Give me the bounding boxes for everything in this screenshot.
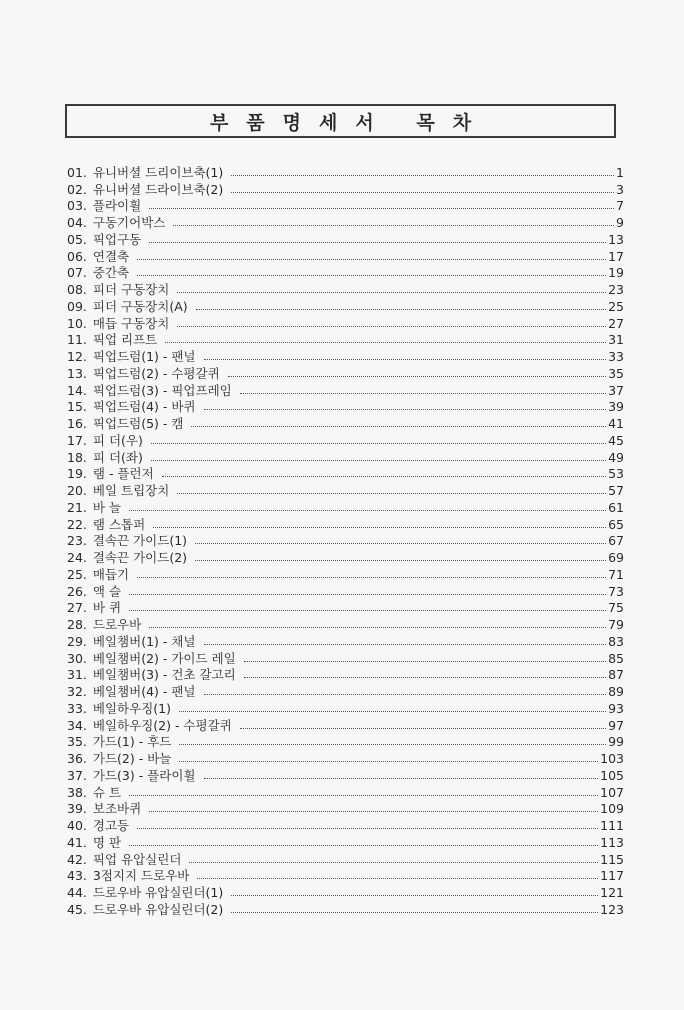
dot-leader (204, 777, 599, 779)
toc-entry[interactable] (67, 164, 624, 181)
toc-entry-number: 09. (67, 298, 87, 314)
toc-entry[interactable] (67, 399, 624, 416)
toc-entry-number: 36. (67, 751, 87, 766)
toc-entry-number: 03. (67, 198, 87, 214)
toc-entry-label: 3점지지 드로우바 (92, 868, 190, 884)
toc-entry-page: 25 (608, 298, 624, 314)
toc-entry[interactable] (67, 683, 624, 700)
dot-leader (228, 375, 606, 377)
toc-entry[interactable] (67, 901, 624, 918)
toc-entry-label: 베일챔버(1) - 채널 (92, 633, 196, 649)
toc-entry-label: 픽업드럼(2) - 수평갈퀴 (92, 365, 220, 381)
toc-entry-page: 31 (608, 332, 624, 348)
toc-entry[interactable] (67, 198, 624, 215)
dot-leader (244, 660, 606, 662)
toc-entry-label: 픽업구동 (92, 231, 142, 247)
toc-entry-number: 17. (67, 432, 87, 448)
toc-entry-number: 35. (67, 734, 87, 750)
toc-entry-number: 45. (67, 901, 87, 917)
toc-entry-label: 베일 트립장치 (92, 483, 170, 498)
toc-entry-number: 42. (67, 851, 87, 867)
toc-entry-label: 픽업드럼(3) - 픽업프레임 (92, 382, 232, 398)
toc-entry-label: 램 - 플런저 (92, 466, 154, 482)
toc-entry[interactable] (67, 298, 624, 315)
toc-entry-number: 02. (67, 181, 87, 197)
dot-leader (149, 241, 606, 243)
toc-entry-number: 28. (67, 617, 87, 632)
toc-entry-label: 가드(1) - 후드 (92, 734, 172, 750)
toc-entry-number: 16. (67, 416, 87, 431)
toc-entry-number: 39. (67, 801, 87, 817)
toc-entry-page: 1 (616, 164, 624, 180)
toc-entry-number: 04. (67, 215, 87, 230)
toc-entry[interactable] (67, 449, 624, 466)
toc-entry[interactable] (67, 566, 624, 583)
toc-entry[interactable] (67, 600, 624, 617)
toc-entry[interactable] (67, 868, 624, 885)
toc-entry-page: 107 (600, 784, 624, 800)
toc-entry-number: 10. (67, 315, 87, 331)
toc-entry-page: 85 (608, 650, 624, 666)
toc-entry-number: 27. (67, 600, 87, 616)
toc-entry-label: 베일챔버(3) - 건초 갈고리 (92, 667, 236, 683)
toc-entry-page: 73 (608, 583, 624, 599)
dot-leader (137, 827, 598, 829)
toc-entry-page: 7 (616, 198, 624, 214)
toc-entry-label: 연결축 (92, 248, 130, 264)
toc-entry-label: 유니버셜 드라이브축(2) (92, 181, 224, 197)
toc-entry-page: 121 (600, 885, 624, 900)
dot-leader (173, 224, 614, 226)
dot-leader (177, 291, 606, 293)
toc-entry-number: 25. (67, 566, 87, 582)
toc-entry-page: 65 (608, 516, 624, 532)
dot-leader (231, 174, 614, 176)
toc-entry-page: 111 (600, 818, 624, 833)
dot-leader (137, 274, 606, 276)
toc-entry-page: 27 (608, 315, 624, 331)
toc-entry-label: 결속끈 가이드(2) (92, 550, 188, 565)
toc-entry-label: 램 스톱퍼 (92, 516, 146, 532)
toc-entry[interactable] (67, 801, 624, 818)
toc-entry[interactable] (67, 851, 624, 868)
toc-entry-label: 픽업드럼(5) - 캠 (92, 416, 184, 431)
toc-entry-number: 32. (67, 684, 87, 699)
toc-entry-number: 05. (67, 231, 87, 247)
toc-entry-number: 30. (67, 650, 87, 666)
toc-entry[interactable] (67, 616, 624, 633)
dot-leader (204, 358, 607, 360)
toc-entry-label: 플라이휠 (92, 198, 142, 214)
toc-entry-number: 24. (67, 550, 87, 565)
toc-entry-label: 픽업드럼(4) - 바퀴 (92, 399, 196, 415)
dot-leader (149, 626, 606, 628)
dot-leader (177, 325, 606, 327)
toc-entry[interactable] (67, 415, 624, 432)
toc-entry[interactable] (67, 767, 624, 784)
toc-entry-label: 매듭기 (92, 566, 130, 582)
toc-entry[interactable] (67, 315, 624, 332)
dot-leader (191, 425, 606, 427)
toc-entry[interactable] (67, 734, 624, 751)
toc-entry-page: 41 (608, 416, 624, 431)
toc-entry-page: 69 (608, 550, 624, 565)
dot-leader (137, 258, 606, 260)
toc-entry[interactable] (67, 633, 624, 650)
toc-entry[interactable] (67, 231, 624, 248)
toc-entry-page: 9 (616, 215, 624, 230)
dot-leader (137, 576, 606, 578)
toc-entry-page: 103 (600, 751, 624, 766)
toc-entry-page: 87 (608, 667, 624, 683)
dot-leader (162, 475, 606, 477)
toc-entry-number: 20. (67, 483, 87, 498)
toc-entry-number: 15. (67, 399, 87, 415)
toc-entry-label: 중간축 (92, 265, 130, 281)
toc-entry[interactable] (67, 750, 624, 767)
toc-entry[interactable] (67, 281, 624, 298)
toc-entry[interactable] (67, 382, 624, 399)
dot-leader (177, 492, 606, 494)
toc-entry-label: 구동기어박스 (92, 215, 166, 230)
toc-entry-number: 37. (67, 767, 87, 783)
toc-entry-number: 38. (67, 784, 87, 800)
toc-entry[interactable] (67, 432, 624, 449)
toc-entry[interactable] (67, 700, 624, 717)
dot-leader (240, 392, 606, 394)
toc-entry[interactable] (67, 784, 624, 801)
toc-entry-label: 베일하우징(2) - 수평갈퀴 (92, 717, 232, 733)
dot-leader (149, 207, 614, 209)
toc-entry[interactable] (67, 817, 624, 834)
toc-entry-label: 베일챔버(4) - 팬널 (92, 684, 196, 699)
toc-entry-page: 83 (608, 633, 624, 649)
dot-leader (197, 877, 598, 879)
toc-entry-page: 39 (608, 399, 624, 415)
dot-leader (195, 542, 606, 544)
dot-leader (204, 643, 607, 645)
dot-leader (165, 341, 606, 343)
dot-leader (189, 861, 598, 863)
toc-entry-page: 123 (600, 901, 624, 917)
toc-entry-page: 89 (608, 684, 624, 699)
dot-leader (195, 559, 606, 561)
toc-entry[interactable] (67, 482, 624, 499)
page-title: 부품명세서 목차 (209, 111, 490, 134)
toc-entry-number: 33. (67, 700, 87, 716)
toc-entry-label: 베일챔버(2) - 가이드 레일 (92, 650, 236, 666)
toc-entry-page: 13 (608, 231, 624, 247)
toc-entry[interactable] (67, 466, 624, 483)
dot-leader (129, 593, 606, 595)
toc-entry-label: 픽업드럼(1) - 팬널 (92, 349, 196, 364)
dot-leader (151, 442, 606, 444)
dot-leader (129, 609, 606, 611)
toc-entry-number: 23. (67, 533, 87, 549)
toc-entry-page: 71 (608, 566, 624, 582)
toc-entry-label: 드로우바 (92, 617, 142, 632)
toc-entry-page: 117 (600, 868, 624, 884)
toc-entry-page: 99 (608, 734, 624, 750)
toc-entry[interactable] (67, 667, 624, 684)
toc-entry-label: 유니버셜 드리이브축(1) (92, 164, 224, 180)
toc-entry-number: 12. (67, 349, 87, 364)
dot-leader (153, 526, 606, 528)
toc-entry-page: 17 (608, 248, 624, 264)
toc-entry-label: 가드(3) - 플라이휠 (92, 767, 196, 783)
toc-entry-page: 113 (600, 834, 624, 850)
toc-entry[interactable] (67, 549, 624, 566)
dot-leader (240, 727, 606, 729)
dot-leader (179, 760, 598, 762)
dot-leader (129, 794, 598, 796)
toc-entry[interactable] (67, 717, 624, 734)
toc-entry-number: 14. (67, 382, 87, 398)
toc-entry-label: 피 더(우) (92, 432, 143, 448)
toc-entry-page: 57 (608, 483, 624, 498)
toc-entry-label: 경고등 (92, 818, 130, 833)
toc-entry-number: 41. (67, 834, 87, 850)
toc-entry-page: 79 (608, 617, 624, 632)
toc-entry-page: 19 (608, 265, 624, 281)
toc-entry-number: 31. (67, 667, 87, 683)
toc-entry-page: 45 (608, 432, 624, 448)
toc-entry-number: 22. (67, 516, 87, 532)
toc-entry-number: 01. (67, 164, 87, 180)
toc-entry-page: 97 (608, 717, 624, 733)
dot-leader (231, 911, 598, 913)
toc-entry-label: 바 늘 (92, 499, 122, 515)
toc-entry[interactable] (67, 516, 624, 533)
toc-entry-page: 105 (600, 767, 624, 783)
toc-entry[interactable] (67, 583, 624, 600)
dot-leader (231, 191, 614, 193)
toc-entry[interactable] (67, 214, 624, 231)
toc-entry-page: 35 (608, 365, 624, 381)
toc-entry-number: 40. (67, 818, 87, 833)
toc-entry-number: 29. (67, 633, 87, 649)
toc-entry[interactable] (67, 650, 624, 667)
toc-entry-label: 가드(2) - 바늘 (92, 751, 172, 766)
toc-entry-page: 37 (608, 382, 624, 398)
toc-entry-label: 픽업 리프트 (92, 332, 158, 348)
toc-entry-label: 베일하우징(1) (92, 700, 171, 716)
toc-entry[interactable] (67, 499, 624, 516)
toc-entry-label: 피 더(좌) (92, 449, 143, 465)
toc-entry-label: 슈 트 (92, 784, 122, 800)
toc-entry-page: 67 (608, 533, 624, 549)
dot-leader (231, 894, 598, 896)
toc-entry-label: 피더 구동장치 (92, 282, 170, 297)
toc-entry-number: 18. (67, 449, 87, 465)
title-box (65, 104, 616, 138)
toc-entry-label: 바 퀴 (92, 600, 122, 616)
toc-entry-page: 61 (608, 499, 624, 515)
toc-entry-page: 109 (600, 801, 624, 817)
dot-leader (151, 459, 606, 461)
toc-entry-page: 115 (600, 851, 624, 867)
toc-entry-page: 75 (608, 600, 624, 616)
toc-entry-number: 26. (67, 583, 87, 599)
toc-entry-label: 드로우바 유압실린더(2) (92, 901, 224, 917)
toc-entry-label: 매듭 구동장치 (92, 315, 170, 331)
toc-entry[interactable] (67, 265, 624, 282)
toc-entry-label: 명 판 (92, 834, 122, 850)
table-of-contents (67, 164, 624, 918)
toc-entry[interactable] (67, 834, 624, 851)
toc-entry-number: 19. (67, 466, 87, 482)
dot-leader (129, 844, 598, 846)
toc-entry[interactable] (67, 533, 624, 550)
dot-leader (179, 743, 606, 745)
toc-entry-number: 43. (67, 868, 87, 884)
toc-entry-page: 53 (608, 466, 624, 482)
toc-entry-number: 07. (67, 265, 87, 281)
toc-entry-number: 34. (67, 717, 87, 733)
toc-entry-page: 33 (608, 349, 624, 364)
toc-entry[interactable] (67, 181, 624, 198)
toc-entry-label: 보조바퀴 (92, 801, 142, 817)
toc-entry[interactable] (67, 248, 624, 265)
dot-leader (196, 308, 606, 310)
toc-entry[interactable] (67, 332, 624, 349)
toc-entry-page: 3 (616, 181, 624, 197)
toc-entry-label: 피더 구동장치(A) (92, 298, 188, 314)
toc-entry[interactable] (67, 348, 624, 365)
toc-entry-number: 08. (67, 282, 87, 297)
dot-leader (244, 676, 606, 678)
toc-entry-number: 13. (67, 365, 87, 381)
dot-leader (129, 509, 606, 511)
dot-leader (179, 710, 606, 712)
toc-entry-page: 23 (608, 282, 624, 297)
toc-entry-number: 06. (67, 248, 87, 264)
toc-entry-number: 11. (67, 332, 87, 348)
toc-entry-label: 결속끈 가이드(1) (92, 533, 188, 549)
toc-entry[interactable] (67, 365, 624, 382)
dot-leader (204, 693, 607, 695)
toc-entry-page: 93 (608, 700, 624, 716)
toc-entry-label: 픽업 유압실린더 (92, 851, 182, 867)
toc-entry-number: 21. (67, 499, 87, 515)
dot-leader (204, 408, 607, 410)
toc-entry-page: 49 (608, 449, 624, 465)
dot-leader (149, 810, 598, 812)
toc-entry-label: 액 슬 (92, 583, 122, 599)
toc-entry-number: 44. (67, 885, 87, 900)
toc-entry[interactable] (67, 884, 624, 901)
toc-entry-label: 드로우바 유압실린더(1) (92, 885, 224, 900)
